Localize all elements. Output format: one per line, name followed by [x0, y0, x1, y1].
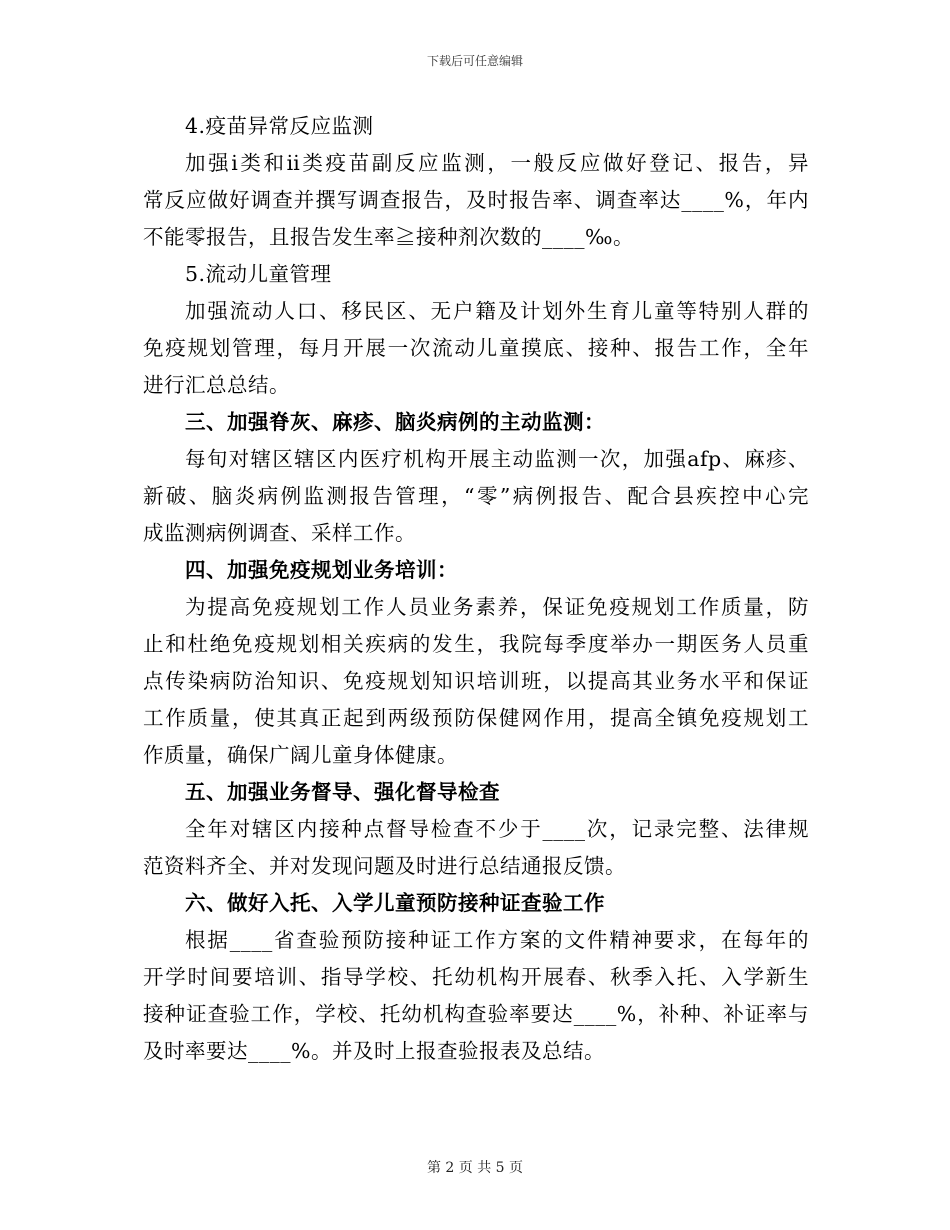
paragraph-line: 新破、脑炎病例监测报告管理，“零”病例报告、配合县疾控中心完 [143, 484, 809, 508]
paragraph-line: 不能零报告，且报告发生率≧接种剂次数的____‰。 [143, 225, 635, 249]
paragraph-line: 进行汇总总结。 [143, 373, 290, 397]
paragraph-line: 工作质量，使其真正起到两级预防保健网作用，提高全镇免疫规划工 [143, 706, 809, 730]
paragraph-line: 及时率要达____%。并及时上报查验报表及总结。 [143, 1039, 605, 1063]
paragraph-line: 免疫规划管理，每月开展一次流动儿童摸底、接种、报告工作，全年 [143, 336, 809, 360]
paragraph-line: 加强流动人口、移民区、无户籍及计划外生育儿童等特别人群的 [185, 299, 809, 323]
page-header: 下载后可任意编辑 [426, 54, 523, 68]
paragraph-line: 加强ⅰ类和ⅱ类疫苗副反应监测，一般反应做好登记、报告，异 [185, 151, 809, 175]
paragraph-line: 成监测病例调查、采样工作。 [143, 521, 416, 545]
section-heading-5: 5.流动儿童管理 [185, 262, 332, 286]
paragraph-line: 止和杜绝免疫规划相关疾病的发生，我院每季度举办一期医务人员重 [143, 632, 809, 656]
section-heading-four: 四、加强免疫规划业务培训： [185, 558, 458, 582]
paragraph-line: 每旬对辖区辖区内医疗机构开展主动监测一次，加强afp、麻疹、 [185, 447, 809, 471]
paragraph-line: 常反应做好调查并撰写调查报告，及时报告率、调查率达____%，年内 [143, 188, 809, 212]
paragraph-line: 开学时间要培训、指导学校、托幼机构开展春、秋季入托、入学新生 [143, 965, 809, 989]
paragraph-line: 作质量，确保广阔儿童身体健康。 [143, 743, 458, 767]
paragraph-line: 根据____省查验预防接种证工作方案的文件精神要求，在每年的 [185, 928, 809, 952]
section-heading-six: 六、做好入托、入学儿童预防接种证查验工作 [185, 891, 605, 915]
paragraph-line: 范资料齐全、并对发现问题及时进行总结通报反馈。 [143, 854, 626, 878]
section-heading-4: 4.疫苗异常反应监测 [185, 114, 374, 138]
section-heading-three: 三、加强脊灰、麻疹、脑炎病例的主动监测： [185, 410, 605, 434]
paragraph-line: 为提高免疫规划工作人员业务素养，保证免疫规划工作质量，防 [185, 595, 809, 619]
section-heading-five: 五、加强业务督导、强化督导检查 [185, 780, 500, 804]
page-footer: 第 2 页 共 5 页 [426, 1160, 524, 1176]
paragraph-line: 接种证查验工作，学校、托幼机构查验率要达____%，补种、补证率与 [143, 1002, 809, 1026]
paragraph-line: 点传染病防治知识、免疫规划知识培训班，以提高其业务水平和保证 [143, 669, 809, 693]
document-body [143, 108, 809, 1070]
paragraph-line: 全年对辖区内接种点督导检查不少于____次，记录完整、法律规 [185, 817, 809, 841]
